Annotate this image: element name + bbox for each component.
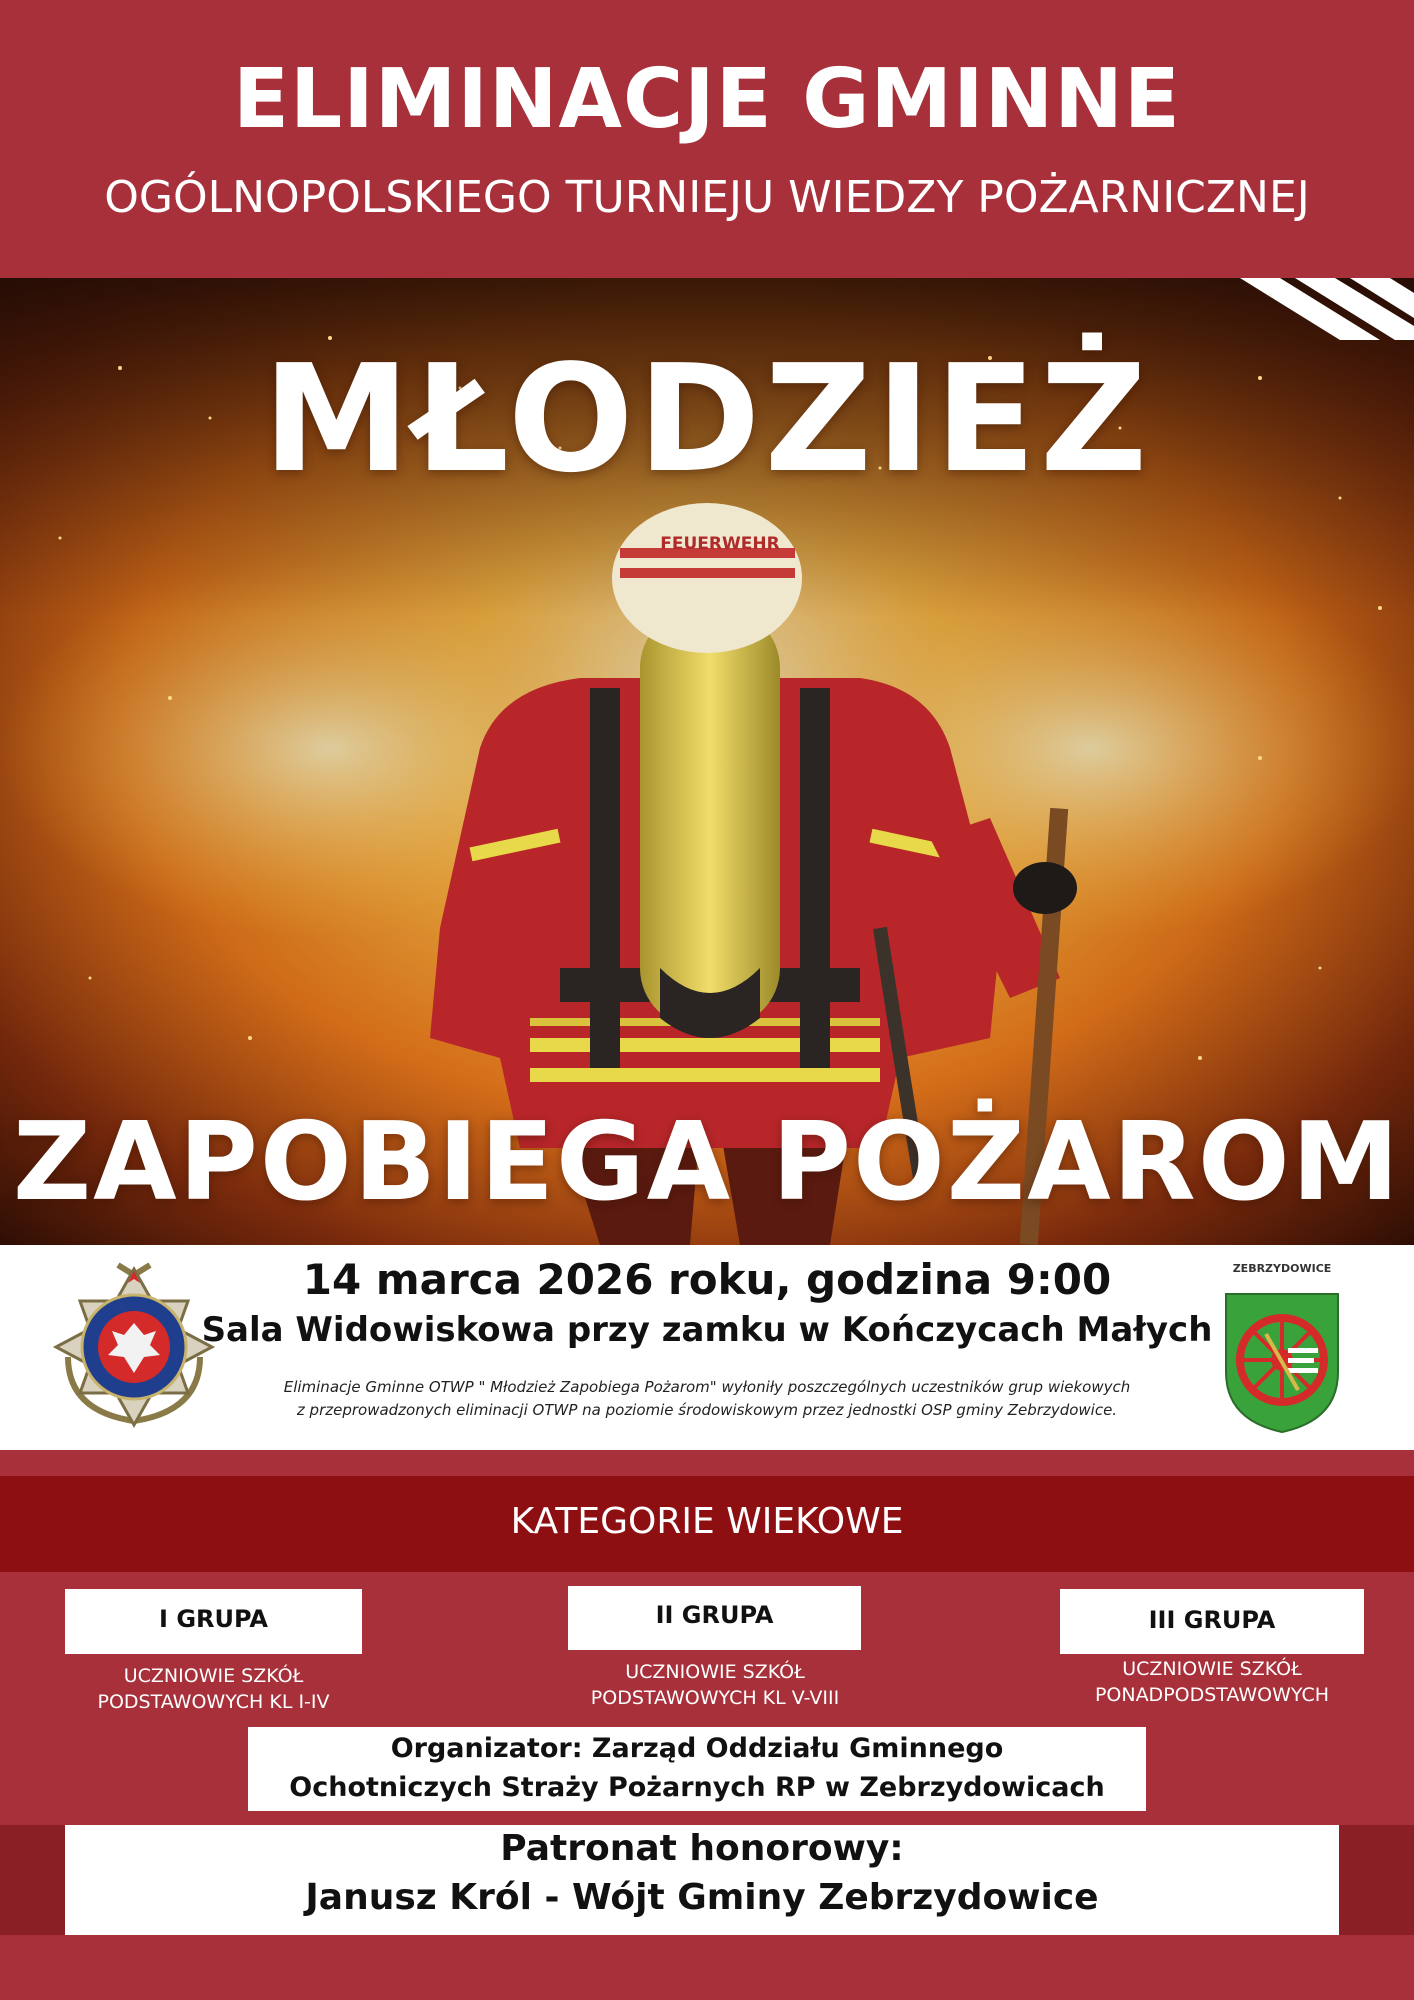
helmet-text: FEUERWEHR: [660, 534, 780, 554]
group-1-label: I GRUPA: [159, 1605, 268, 1633]
event-description-line2: z przeprowadzonych eliminacji OTWP na poziomie środowiskowym przez jednostki OSP gminy Zebrzydowice.: [296, 1401, 1118, 1419]
group-1-desc-line1: UCZNIOWIE SZKÓŁ: [123, 1665, 304, 1687]
event-date-time: 14 marca 2026 roku, godzina 9:00: [302, 1255, 1112, 1304]
page-title: ELIMINACJE GMINNE: [233, 52, 1181, 147]
group-3-description: [1060, 1656, 1364, 1708]
zebrzydowice-coat-of-arms-icon: [1222, 1290, 1342, 1436]
group-3-desc-line1: UCZNIOWIE SZKÓŁ: [1122, 1658, 1302, 1680]
group-2-desc-line2: PODSTAWOWYCH KL V-VIII: [590, 1687, 840, 1709]
page-subtitle: OGÓLNOPOLSKIEGO TURNIEJU WIEDZY POŻARNICZNEJ: [104, 172, 1310, 223]
group-1-desc-line2: PODSTAWOWYCH KL I-IV: [97, 1691, 330, 1713]
group-1-description: [65, 1663, 362, 1715]
patron-line2: Janusz Król - Wójt Gminy Zebrzydowice: [305, 1877, 1099, 1918]
patron-line1: Patronat honorowy:: [500, 1828, 904, 1869]
group-3-label: III GRUPA: [1148, 1606, 1276, 1634]
categories-title: KATEGORIE WIEKOWE: [510, 1501, 904, 1542]
event-venue: Sala Widowiskowa przy zamku w Kończycach Małych: [201, 1310, 1213, 1350]
hero-headline-bottom: ZAPOBIEGA POŻAROM: [12, 1100, 1402, 1225]
group-3-box: [1060, 1589, 1364, 1654]
group-2-desc-line1: UCZNIOWIE SZKÓŁ: [625, 1661, 805, 1683]
event-description-line1: Eliminacje Gminne OTWP " Młodzież Zapobiega Pożarom" wyłoniły poszczególnych uczestników grup wiekowych: [283, 1378, 1131, 1396]
organizer-line2: Ochotniczych Straży Pożarnych RP w Zebrzydowicach: [289, 1772, 1105, 1803]
hero-image: [0, 278, 1414, 1245]
group-2-box: [568, 1586, 861, 1650]
organizer-line1: Organizator: Zarząd Oddziału Gminnego: [390, 1733, 1004, 1764]
group-1-box: [65, 1589, 362, 1654]
emblem-label: ZEBRZYDOWICE: [1232, 1262, 1332, 1275]
event-info-band: [0, 1245, 1414, 1450]
group-2-label: II GRUPA: [655, 1601, 774, 1629]
group-3-desc-line2: PONADPODSTAWOWYCH: [1094, 1684, 1330, 1706]
group-2-description: [540, 1659, 890, 1711]
hero-headline-top: MŁODZIEŻ: [262, 333, 1152, 505]
